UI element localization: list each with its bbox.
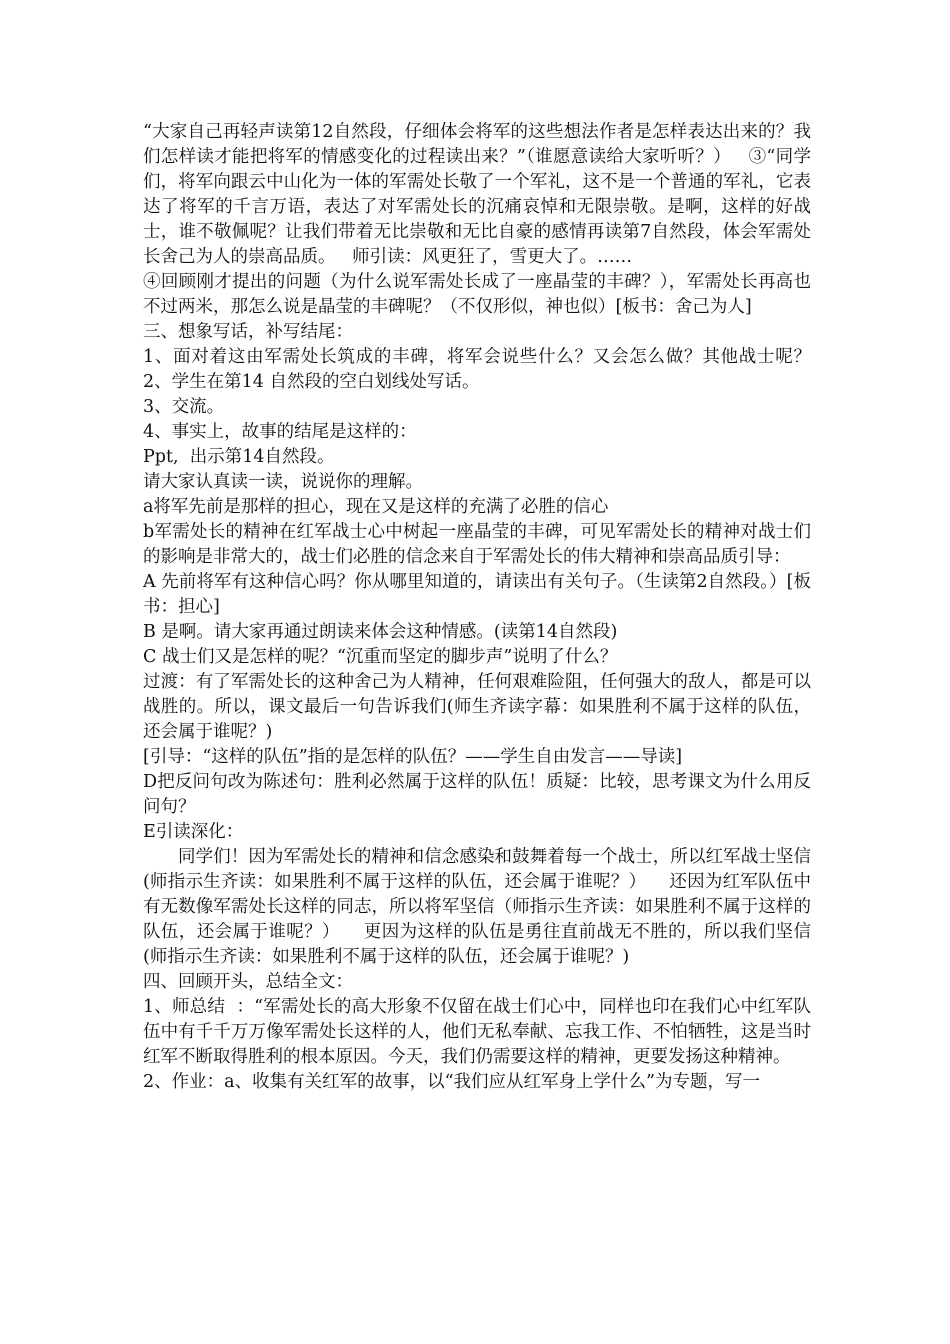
paragraph-review-question: ④回顾刚才提出的问题（为什么说军需处长成了一座晶莹的丰碑？），军需处长再高也不过两米，那怎么说是晶莹的丰碑呢？（不仅形似，神也似）[板书：舍己为人] <box>143 272 811 317</box>
paragraph-step-1: 1、面对着这由军需处长筑成的丰碑，将军会说些什么？又会怎么做？其他战士呢？2、学生在第14 自然段的空白划线处写话。 <box>143 347 811 392</box>
paragraph-homework: 2、作业：a、收集有关红军的故事，以“我们应从红军身上学什么”为专题，写一 <box>143 1072 760 1092</box>
paragraph-guide-b: B 是啊。请大家再通过朗读来体会这种情感。(读第14自然段) <box>143 622 618 642</box>
paragraph-guide-d: D把反问句改为陈述句：胜利必然属于这样的队伍！质疑：比较，思考课文为什么用反问句？ <box>143 772 811 817</box>
paragraph-teacher-summary: 1、师总结 ：“军需处长的高大形象不仅留在战士们心中，同样也印在我们心中红军队伍中有千千万万像军需处长这样的人，他们无私奉献、忘我工作、不怕牺牲，这是当时红军不断取得胜利的根本原因。今天，我们仍需要这样的精神，更要发扬这种精神。 <box>143 997 811 1067</box>
paragraph-point-b: b军需处长的精神在红军战士心中树起一座晶莹的丰碑，可见军需处长的精神对战士们的影响是非常大的，战士们必胜的信念来自于军需处长的伟大精神和崇高品质引导： <box>143 522 811 567</box>
paragraph-transition: 过渡：有了军需处长的这种舍己为人精神，任何艰难险阻，任何强大的敌人，都是可以战胜的。所以，课文最后一句告诉我们(师生齐读字幕：如果胜利不属于这样的队伍，还会属于谁呢？) <box>143 672 811 742</box>
paragraph-step-3: 3、交流。 <box>143 397 225 417</box>
paragraph-guide-a: A 先前将军有这种信心吗？你从哪里知道的，请读出有关句子。（生读第2自然段。）[板书：担心] <box>143 572 811 617</box>
paragraph-deepening: 同学们！因为军需处长的精神和信念感染和鼓舞着每一个战士，所以红军战士坚信(师指示生齐读：如果胜利不属于这样的队伍，还会属于谁呢？） 还因为红军队伍中有无数像军需处长这样的同志，所以将军坚信（师指示生齐读：如果胜利不属于这样的队伍，还会属于谁呢？） 更因为这样的队伍是勇往直前战无不胜的，所以我们坚信(师指示生齐读：如果胜利不属于这样的队伍，还会属于谁呢？) <box>143 847 811 967</box>
paragraph-step-4: 4、事实上，故事的结尾是这样的： <box>143 422 417 442</box>
document-page <box>143 120 811 1095</box>
paragraph-reading-guidance: “大家自己再轻声读第12自然段，仔细体会将军的这些想法作者是怎样表达出来的？我们怎样读才能把将军的情感变化的过程读出来？”（谁愿意读给大家听听？） ③“同学们，将军向跟云中山化为一体的军需处长敬了一个军礼，这不是一个普通的军礼，它表达了将军的千言万语，表达了对军需处长的沉痛哀悼和无限崇敬。是啊，这样的好战士，谁不敬佩呢？让我们带着无比崇敬和无比自豪的感情再读第7自然段，体会军需处长舍己为人的崇高品质。 师引读：风更狂了，雪更大了。…… <box>143 122 811 267</box>
section-heading-3: 三、想象写话，补写结尾： <box>143 322 353 342</box>
paragraph-ppt: Ppt, 出示第14自然段。 <box>143 447 335 467</box>
paragraph-read-instruction: 请大家认真读一读，说说你的理解。 <box>143 472 423 492</box>
paragraph-guide-c: C 战士们又是怎样的呢？“沉重而坚定的脚步声”说明了什么？ <box>143 647 618 667</box>
paragraph-guide-note: [引导：“这样的队伍”指的是怎样的队伍？——学生自由发言——导读] <box>143 747 683 767</box>
paragraph-point-a: a将军先前是那样的担心，现在又是这样的充满了必胜的信心 <box>143 497 609 517</box>
paragraph-guide-e: E引读深化： <box>143 822 244 842</box>
section-heading-4: 四、回顾开头，总结全文： <box>143 972 353 992</box>
